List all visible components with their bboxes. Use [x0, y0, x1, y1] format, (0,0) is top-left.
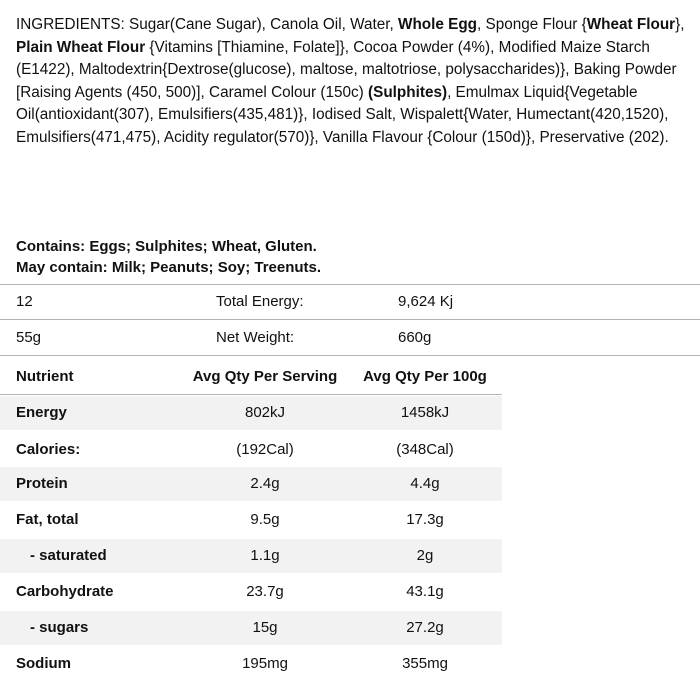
divider — [0, 355, 700, 356]
per-100g-value: (348Cal) — [396, 441, 454, 458]
per-serving-value: 9.5g — [250, 511, 280, 528]
table-row — [0, 575, 502, 609]
allergen-statement — [16, 236, 321, 278]
total-energy-label: Total Energy: — [216, 293, 304, 310]
per-100g-value: 17.3g — [406, 511, 444, 528]
per-serving-value: 2.4g — [250, 475, 280, 492]
may-contain-line: May contain: Milk; Peanuts; Soy; Treenuts. — [16, 259, 322, 276]
ingredients-paragraph — [16, 14, 688, 150]
table-row — [0, 647, 502, 681]
ingredients-text: }, — [675, 16, 685, 33]
divider — [0, 284, 700, 285]
per-serving-header: Avg Qty Per Serving — [192, 368, 338, 385]
table-row — [0, 396, 502, 430]
nutrient-name: Carbohydrate — [16, 583, 114, 600]
nutrient-header: Nutrient — [16, 368, 74, 385]
ingredients-allergen-sulphites: (Sulphites) — [368, 83, 448, 101]
per-100g-value: 43.1g — [406, 583, 444, 600]
total-energy-value: 9,624 Kj — [398, 293, 454, 310]
divider — [0, 394, 502, 395]
nutrient-name: Calories: — [16, 441, 81, 458]
ingredients-text: INGREDIENTS: Sugar(Cane Sugar), Canola Oil, Water, — [16, 16, 398, 33]
ingredients-text: {Vitamins [Thiamine, Folate]}, Cocoa Powder (4%), Modified Maize Starch (E1422), Maltodextrin{Dextrose(glucose), maltose, maltotriose, polysaccharides)}, Baking Powder [Raising Agents (450, 500)], Caramel Colour (150c) — [16, 38, 677, 101]
net-weight-value: 660g — [398, 329, 432, 346]
per-serving-value: 195mg — [242, 655, 288, 672]
nutrient-name: Fat, total — [16, 511, 79, 528]
table-row — [0, 539, 502, 573]
ingredients-text: , Sponge Flour { — [477, 16, 587, 33]
table-row — [0, 503, 502, 537]
nutrient-name: Sodium — [16, 655, 71, 672]
nutrient-name: Protein — [16, 475, 68, 492]
table-row — [0, 467, 502, 501]
per-100g-value: 4.4g — [410, 475, 440, 492]
ingredients-allergen-wheat-flour: Wheat Flour — [586, 16, 676, 33]
table-row — [0, 433, 502, 467]
per-serving-value: 1.1g — [250, 547, 280, 564]
nutrient-name: - sugars — [30, 619, 89, 636]
per-100g-value: 1458kJ — [400, 404, 450, 421]
per-100g-value: 355mg — [402, 655, 448, 672]
per-serving-value: 15g — [252, 619, 278, 636]
ingredients-allergen-egg: Whole Egg — [398, 16, 478, 33]
nutrient-name: - saturated — [30, 547, 107, 564]
table-header — [0, 360, 502, 394]
per-100g-value: 27.2g — [406, 619, 444, 636]
per-serving-value: 802kJ — [244, 404, 286, 421]
nutrient-name: Energy — [16, 404, 67, 421]
per-100g-value: 2g — [416, 547, 434, 564]
divider — [0, 319, 700, 320]
ingredients-text: , Emulmax Liquid{Vegetable Oil(antioxidant(307), Emulsifiers(435,481)}, Iodised Salt, Wispalett{Water, Humectant(420,1520), Emulsifiers(471,475), Acidity regulator(570)}, Vanilla Flavour {Colour (150d)}, Preservative (202). — [16, 83, 669, 146]
per-serving-value: 23.7g — [246, 583, 284, 600]
net-weight-label: Net Weight: — [216, 329, 295, 346]
ingredients-allergen-plain-wheat-flour: Plain Wheat Flour — [16, 38, 146, 56]
per-serving-value: (192Cal) — [236, 441, 294, 458]
servings-per-pack: 12 — [16, 293, 33, 310]
table-row — [0, 611, 502, 645]
per-100g-header: Avg Qty Per 100g — [363, 368, 487, 385]
serving-size: 55g — [16, 329, 42, 346]
contains-line: Contains: Eggs; Sulphites; Wheat, Gluten. — [16, 238, 317, 255]
